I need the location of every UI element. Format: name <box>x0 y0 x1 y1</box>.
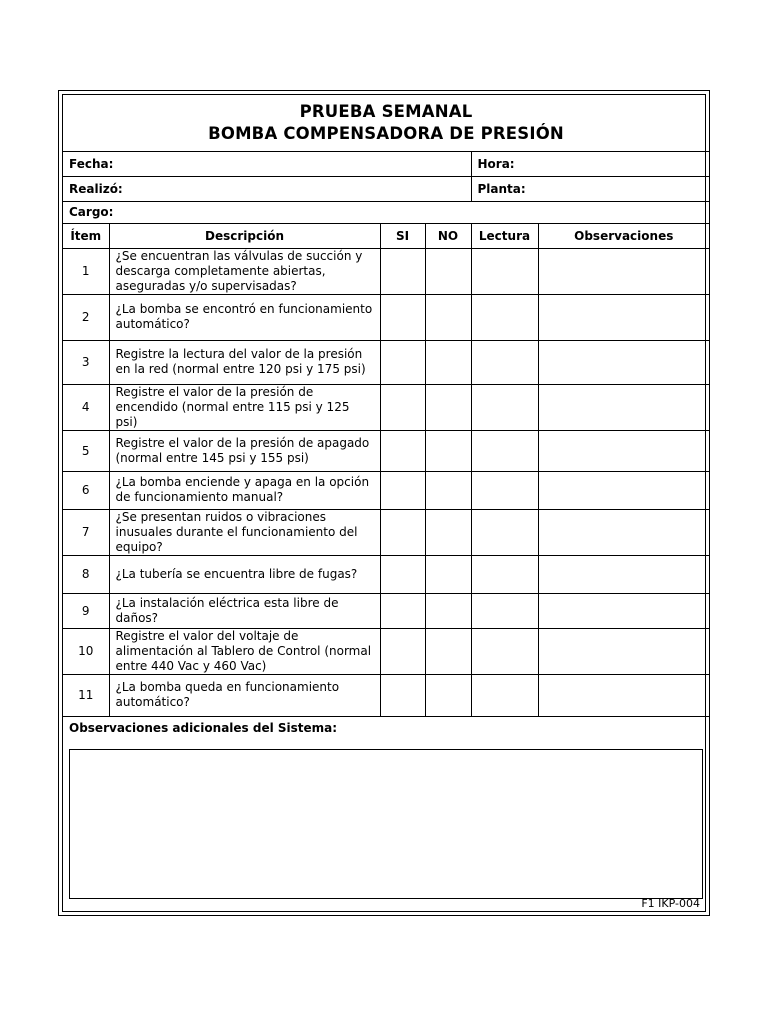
observaciones-adicionales-label: Observaciones adicionales del Sistema: <box>69 721 338 735</box>
item-description: Registre el valor del voltaje de alimentación al Tablero de Control (normal entre 440 Vac y 460 Vac) <box>109 628 380 674</box>
si-cell[interactable] <box>380 471 425 509</box>
item-number: 5 <box>63 430 109 471</box>
no-cell[interactable] <box>425 674 471 716</box>
si-cell[interactable] <box>380 628 425 674</box>
lectura-cell[interactable] <box>471 471 538 509</box>
lectura-cell[interactable] <box>471 555 538 593</box>
table-row <box>63 593 709 628</box>
no-cell[interactable] <box>425 340 471 384</box>
hora-label: Hora: <box>477 156 515 171</box>
lectura-cell[interactable] <box>471 593 538 628</box>
hora-field[interactable] <box>471 151 709 176</box>
form-frame <box>58 90 710 916</box>
no-cell[interactable] <box>425 294 471 340</box>
lectura-cell[interactable] <box>471 340 538 384</box>
observaciones-cell[interactable] <box>538 430 709 471</box>
table-row <box>63 248 709 294</box>
table-row <box>63 294 709 340</box>
fecha-field[interactable] <box>63 151 471 176</box>
item-description: ¿La tubería se encuentra libre de fugas? <box>109 555 380 593</box>
no-cell[interactable] <box>425 593 471 628</box>
observaciones-adicionales-box[interactable] <box>69 749 703 899</box>
item-description: Registre la lectura del valor de la presión en la red (normal entre 120 psi y 175 psi) <box>109 340 380 384</box>
item-description: ¿La instalación eléctrica esta libre de daños? <box>109 593 380 628</box>
column-header-lectura: Lectura <box>471 223 538 248</box>
observaciones-cell[interactable] <box>538 340 709 384</box>
no-cell[interactable] <box>425 628 471 674</box>
lectura-cell[interactable] <box>471 384 538 430</box>
table-row <box>63 430 709 471</box>
realizo-label: Realizó: <box>69 181 123 196</box>
cargo-field[interactable] <box>63 201 709 223</box>
observaciones-cell[interactable] <box>538 471 709 509</box>
cargo-label: Cargo: <box>69 205 114 219</box>
column-header-descripcion: Descripción <box>109 223 380 248</box>
item-description: ¿Se encuentran las válvulas de succión y descarga completamente abiertas, aseguradas y/o supervisadas? <box>109 248 380 294</box>
item-number: 9 <box>63 593 109 628</box>
table-row <box>63 471 709 509</box>
si-cell[interactable] <box>380 593 425 628</box>
observaciones-cell[interactable] <box>538 509 709 555</box>
item-number: 11 <box>63 674 109 716</box>
observaciones-cell[interactable] <box>538 593 709 628</box>
form-title <box>63 95 709 151</box>
item-description: Registre el valor de la presión de apagado (normal entre 145 psi y 155 psi) <box>109 430 380 471</box>
si-cell[interactable] <box>380 430 425 471</box>
lectura-cell[interactable] <box>471 674 538 716</box>
observaciones-cell[interactable] <box>538 674 709 716</box>
column-header-si: SI <box>380 223 425 248</box>
column-header-observaciones: Observaciones <box>538 223 709 248</box>
si-cell[interactable] <box>380 340 425 384</box>
no-cell[interactable] <box>425 248 471 294</box>
table-row <box>63 555 709 593</box>
item-number: 2 <box>63 294 109 340</box>
lectura-cell[interactable] <box>471 248 538 294</box>
table-row <box>63 509 709 555</box>
observaciones-cell[interactable] <box>538 294 709 340</box>
item-number: 1 <box>63 248 109 294</box>
table-header-row <box>63 223 709 248</box>
form-code: F1 IKP-004 <box>641 897 700 910</box>
no-cell[interactable] <box>425 384 471 430</box>
observaciones-cell[interactable] <box>538 628 709 674</box>
item-number: 3 <box>63 340 109 384</box>
lectura-cell[interactable] <box>471 628 538 674</box>
item-description: ¿La bomba enciende y apaga en la opción de funcionamiento manual? <box>109 471 380 509</box>
no-cell[interactable] <box>425 471 471 509</box>
si-cell[interactable] <box>380 248 425 294</box>
column-header-item: Ítem <box>63 223 109 248</box>
item-number: 7 <box>63 509 109 555</box>
fecha-label: Fecha: <box>69 156 114 171</box>
column-header-no: NO <box>425 223 471 248</box>
no-cell[interactable] <box>425 555 471 593</box>
observaciones-cell[interactable] <box>538 384 709 430</box>
item-number: 8 <box>63 555 109 593</box>
item-number: 10 <box>63 628 109 674</box>
observaciones-cell[interactable] <box>538 555 709 593</box>
item-description: ¿Se presentan ruidos o vibraciones inusuales durante el funcionamiento del equipo? <box>109 509 380 555</box>
item-description: ¿La bomba se encontró en funcionamiento automático? <box>109 294 380 340</box>
table-row <box>63 674 709 716</box>
si-cell[interactable] <box>380 674 425 716</box>
si-cell[interactable] <box>380 384 425 430</box>
table-row <box>63 340 709 384</box>
item-number: 4 <box>63 384 109 430</box>
si-cell[interactable] <box>380 509 425 555</box>
item-description: Registre el valor de la presión de encendido (normal entre 115 psi y 125 psi) <box>109 384 380 430</box>
observaciones-cell[interactable] <box>538 248 709 294</box>
title-line-1: PRUEBA SEMANAL <box>299 101 473 121</box>
lectura-cell[interactable] <box>471 430 538 471</box>
inspection-form-table <box>63 95 709 717</box>
no-cell[interactable] <box>425 509 471 555</box>
table-row <box>63 628 709 674</box>
no-cell[interactable] <box>425 430 471 471</box>
table-row <box>63 384 709 430</box>
planta-field[interactable] <box>471 176 709 201</box>
item-number: 6 <box>63 471 109 509</box>
form-inner-frame <box>62 94 706 912</box>
item-description: ¿La bomba queda en funcionamiento automático? <box>109 674 380 716</box>
realizo-field[interactable] <box>63 176 471 201</box>
si-cell[interactable] <box>380 294 425 340</box>
si-cell[interactable] <box>380 555 425 593</box>
title-line-2: BOMBA COMPENSADORA DE PRESIÓN <box>208 123 564 143</box>
lectura-cell[interactable] <box>471 294 538 340</box>
lectura-cell[interactable] <box>471 509 538 555</box>
planta-label: Planta: <box>477 181 526 196</box>
